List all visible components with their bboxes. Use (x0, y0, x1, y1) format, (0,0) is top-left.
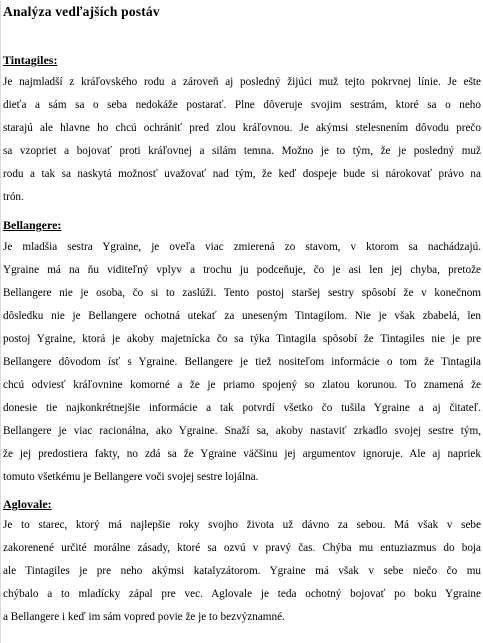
paragraph-line: Je mladšia sestra Ygraine, je oveľa viac zmierená zo stavom, v ktorom sa nachádzajú. (3, 241, 481, 253)
paragraph-tintagiles (3, 71, 481, 209)
paragraph-line: chýbalo a to mladícky zápal pre vec. Aglovale je teda ochotný bojovať po boku Ygraine (3, 588, 481, 600)
paragraph-line: sa vzopriet a bojovať proti kráľovnej a silám temna. Možno je to tým, že je posledný muž (3, 145, 481, 157)
paragraph-line: rodu a tak sa naskytá možnosť uvažovať nad tým, že keď dospeje bude si nárokovať právo na (3, 168, 481, 180)
page-left-edge (0, 0, 1, 643)
paragraph-line: tomuto všetkému je Bellangere voči svojej sestre lojálna. (3, 471, 259, 483)
paragraph-line: že jej predostiera fakty, no zdá sa že Ygraine väčšinu jej argumentov ignoruje. Ale aj napriek (3, 448, 481, 460)
paragraph-line: donesie tie najkonkrétnejšie informácie a tak potvrdí všetko čo tušila Ygraine a aj čitateľ. (3, 402, 481, 414)
section-heading-bellangere: Bellangere: (3, 218, 62, 232)
paragraph-line: Bellangere nie je osoba, čo si to zaslúži. Tento postoj staršej sestry spôsobí že v konečnom (3, 287, 481, 299)
paragraph-line: a Bellangere i keď im sám vopred povie že je to bezvýznamné. (3, 611, 285, 623)
section-heading-tintagiles: Tintagiles: (3, 53, 58, 67)
paragraph-line: zakorenené určité morálne zásady, ktoré sa ozvú v pravý čas. Chýba mu entuziazmus do boja (3, 542, 481, 554)
paragraph-line: dôsledku nie je Bellangere ochotná utekať za uneseným Tintagilom. Nie je však zbabelá, len (3, 310, 481, 322)
paragraph-line: ale Tintagiles je pre neho akýmsi katalyzátorom. Ygraine má však v sebe niečo čo mu (3, 565, 481, 577)
paragraph-line: chcú odviesť kráľovnine komorné a že je priamo spojený so zlatou korunou. To znamená že (3, 379, 481, 391)
paragraph-line: trón. (3, 191, 24, 203)
paragraph-aglovale (3, 514, 481, 629)
paragraph-line: Ygraine má na ňu viditeľný vplyv a trochu ju podceňuje, čo je asi len jej chyba, pretože (3, 264, 481, 276)
paragraph-line: starajú ale hlavne ho chcú ochrániť pred zlou kráľovnou. Je akýmsi stelesnením dôvodu prečo (3, 122, 481, 134)
paragraph-line: Je najmladší z kráľovského rodu a zároveň aj posledný žijúci muž tejto pokrvnej línie. Je ešte (3, 76, 481, 88)
paragraph-line: Bellangere je viac racionálna, ako Ygraine. Snaží sa, akoby nastaviť zrkadlo svojej sestre tým, (3, 425, 481, 437)
section-heading-aglovale: Aglovale: (3, 497, 52, 511)
paragraph-line: Bellangere dôvodom ísť s Ygraine. Bellangere je tiež nositeľom informácie o tom že Tintagila (3, 356, 481, 368)
paragraph-line: Je to starec, ktorý má najlepšie roky svojho života už dávno za sebou. Má však v sebe (3, 519, 481, 531)
document-title: Analýza vedľajších postáv (3, 4, 160, 19)
paragraph-bellangere (3, 236, 481, 489)
paragraph-line: postoj Ygraine, ktorá je akoby majetnícka čo sa týka Tintagila spôsobí že Tintagiles nie je pre (3, 333, 481, 345)
paragraph-line: dieťa a sám sa o seba nedokáže postarať. Plne dôveruje svojim sestrám, ktoré sa o neho (3, 99, 481, 111)
